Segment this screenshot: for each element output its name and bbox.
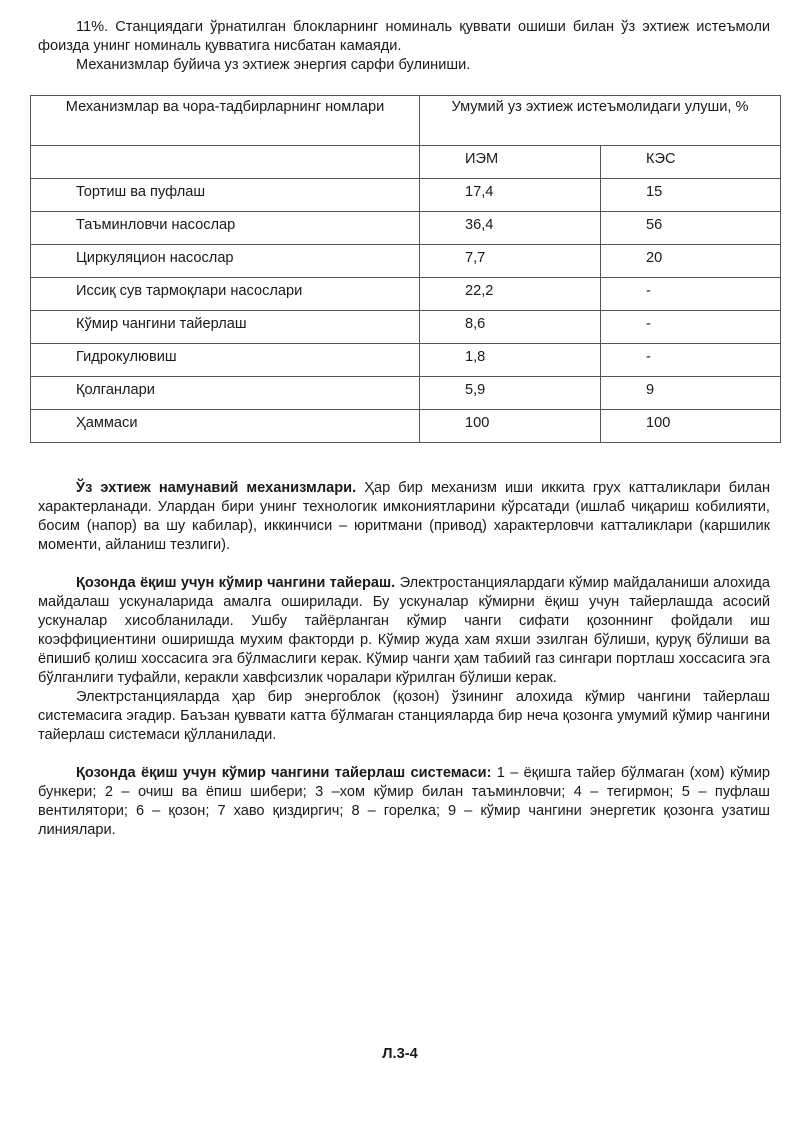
row-name: Кўмир чангини тайерлаш [31, 311, 420, 344]
section-coal-dust-paragraph: Электрстанцияларда ҳар бир энергоблок (қозон) ўзининг алохида кўмир чангини тайерлаш системасига эгадир. Баъзан қуввати катта бўлмаган станцияларда бир неча қозонга умумий кўмир чангини тайерлаш системаси қўлланилади. [38, 689, 770, 743]
table-row [31, 377, 781, 410]
section-coal-dust-preparation [38, 574, 770, 688]
row-kes: - [601, 344, 781, 377]
header-mechanisms: Механизмлар ва чора-тадбирларнинг номлари [31, 96, 420, 146]
table-subheader-row [31, 146, 781, 179]
row-kes: 9 [601, 377, 781, 410]
row-kes: - [601, 311, 781, 344]
table-header-row [31, 96, 781, 146]
row-name: Циркуляцион насослар [31, 245, 420, 278]
table-row [31, 311, 781, 344]
row-iem: 100 [420, 410, 601, 443]
section-coal-dust-system [38, 764, 770, 840]
table-row [31, 245, 781, 278]
mechanisms-table [30, 95, 781, 443]
subheader-empty [31, 146, 420, 179]
table-row [31, 278, 781, 311]
row-iem: 17,4 [420, 179, 601, 212]
row-kes: 56 [601, 212, 781, 245]
table-row [31, 410, 781, 443]
section-text: Ҳар бир механизм иши иккита грух катталиклари билан характерланади. Улардан бири унинг технологик имкониятларини кўрсатади (ишлаб чиқариш кобилияти, босим (напор) ва шу кабилар), иккинчиси – юритмани (привод) характерловчи катталиклари (каршилик моменти, айланиш тезлиги). [38, 480, 770, 553]
row-name: Гидрокулювиш [31, 344, 420, 377]
intro-subtitle: Механизмлар буйича уз эхтиеж энергия сарфи булиниши. [76, 57, 471, 73]
row-kes: - [601, 278, 781, 311]
subheader-iem: ИЭМ [420, 146, 601, 179]
section-typical-mechanisms [38, 479, 770, 555]
section-title: Қозонда ёқиш учун кўмир чангини тайерлаш системаси: [76, 765, 492, 781]
row-iem: 7,7 [420, 245, 601, 278]
section-text: 1 – ёқишга тайер бўлмаган (хом) кўмир бункери; 2 – очиш ва ёпиш шибери; 3 –хом кўмир билан таъминловчи; 4 – тегирмон; 5 – пуфлаш вентилятори; 6 – қозон; 7 хаво қиздиргич; 8 – горелка; 9 – кўмир чангини энергетик қозонга узатиш линиялари. [38, 765, 770, 838]
table-row [31, 212, 781, 245]
subheader-kes: КЭС [601, 146, 781, 179]
row-iem: 1,8 [420, 344, 601, 377]
table-row [31, 179, 781, 212]
table-row [31, 344, 781, 377]
document-page [38, 18, 770, 840]
intro-paragraph: 11%. Станциядаги ўрнатилган блокларнинг номиналь қуввати ошиши билан ўз эхтиеж истеъмоли фоизда унинг номиналь қувватига нисбатан камаяди. [38, 19, 770, 54]
row-iem: 22,2 [420, 278, 601, 311]
row-name: Иссиқ сув тармоқлари насослари [31, 278, 420, 311]
section-title: Ўз эхтиеж намунавий механизмлари. [76, 480, 357, 496]
row-iem: 5,9 [420, 377, 601, 410]
row-kes: 20 [601, 245, 781, 278]
header-share: Умумий уз эхтиеж истеъмолидаги улуши, % [420, 96, 781, 146]
row-kes: 15 [601, 179, 781, 212]
row-name: Таъминловчи насослар [31, 212, 420, 245]
row-kes: 100 [601, 410, 781, 443]
row-name: Тортиш ва пуфлаш [31, 179, 420, 212]
section-title: Қозонда ёқиш учун кўмир чангини тайераш. [76, 575, 396, 591]
row-iem: 8,6 [420, 311, 601, 344]
row-iem: 36,4 [420, 212, 601, 245]
page-number: Л.3-4 [382, 1046, 418, 1062]
row-name: Ҳаммаси [31, 410, 420, 443]
section-text: Электростанциялардаги кўмир майдаланиши алохида майдалаш ускуналарида амалга оширилади. Бу ускуналар кўмирни ёқиш учун тайерлашда асосий ускуналар хисобланилади. Ушбу тайёрланган кўмир чанги сифати қозоннинг фойдали иш коэффициентини оширишда мухим факторди р. Кўмир жуда хам яхши эзилган бўлиши, қуруқ бўлиши ва ёпишиб қолиш хоссасига эга бўлмаслиги керак. Кўмир чанги ҳам табиий газ сингари портлаш хоссасига эга бўлганлиги туфайли, керакли хавфсизлик чоралари кўрилган бўлиши керак. [38, 575, 770, 686]
row-name: Қолганлари [31, 377, 420, 410]
